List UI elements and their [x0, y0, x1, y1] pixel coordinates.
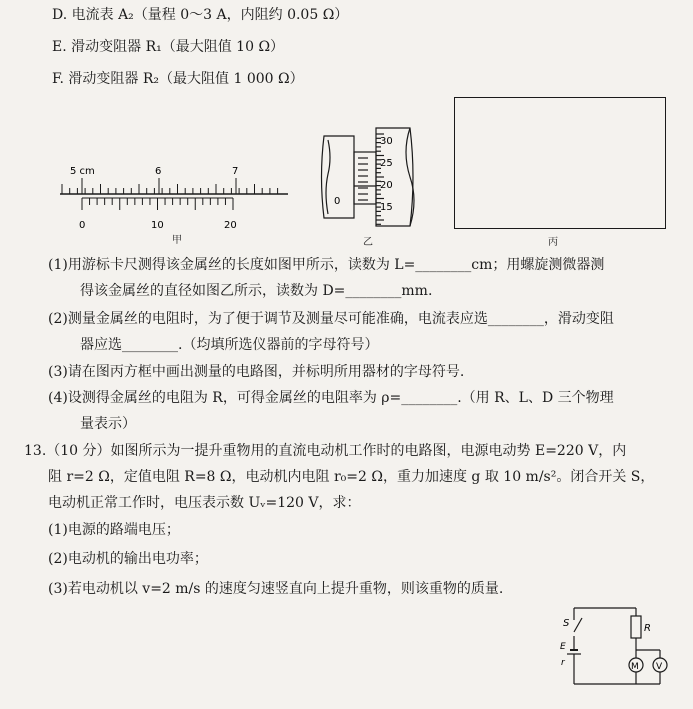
- main-label-5cm: 5 cm: [70, 166, 95, 177]
- thimble-label-25: 25: [380, 158, 393, 169]
- voltmeter-label: V: [656, 662, 663, 672]
- option-e: E. 滑动变阻器 R₁（最大阻值 10 Ω）: [52, 39, 285, 55]
- option-f: F. 滑动变阻器 R₂（最大阻值 1 000 Ω）: [52, 71, 304, 87]
- q12-line-1: (1)用游标卡尺测得该金属丝的长度如图甲所示，读数为 L=________cm；用螺旋测微器测: [48, 257, 605, 273]
- main-label-6: 6: [155, 166, 162, 177]
- resistor-label: R: [644, 623, 651, 634]
- main-label-7: 7: [232, 166, 239, 177]
- source-label: E: [560, 642, 566, 652]
- q13-part-1: (1)电源的路端电压；: [48, 522, 180, 538]
- q13-part-3: (3)若电动机以 v=2 m/s 的速度匀速竖直向上提升重物，则该重物的质量.: [48, 581, 504, 597]
- caption-bing: 丙: [548, 237, 558, 248]
- sleeve-label-0: 0: [334, 196, 341, 207]
- circuit-drawing-box[interactable]: [454, 97, 666, 229]
- internal-resistance-label: r: [561, 658, 565, 668]
- thimble-label-20: 20: [380, 180, 393, 191]
- q13-line-1: 13.（10 分）如图所示为一提升重物用的直流电动机工作时的电路图，电源电动势 E=220 V，内: [24, 443, 627, 459]
- motor-circuit-diagram: [560, 602, 688, 694]
- switch-blade: [574, 618, 582, 632]
- switch-label: S: [563, 618, 570, 629]
- q12-line-5: (3)请在图丙方框中画出测量的电路图，并标明所用器材的字母符号.: [48, 364, 465, 380]
- caption-yi: 乙: [363, 237, 373, 248]
- q12-line-7: 量表示）: [80, 416, 136, 432]
- q13-line-2: 阻 r=2 Ω，定值电阻 R=8 Ω，电动机内电阻 r₀=2 Ω，重力加速度 g 取 10 m/s²。闭合开关 S，: [48, 469, 655, 485]
- q12-line-3: (2)测量金属丝的电阻时，为了便于调节及测量尽可能准确，电流表应选________，滑动变阻: [48, 311, 614, 327]
- q13-part-2: (2)电动机的输出电功率；: [48, 551, 208, 567]
- q12-line-2: 得该金属丝的直径如图乙所示，读数为 D=________mm.: [80, 283, 433, 299]
- q12-line-4: 器应选________.（均填所选仪器前的字母符号）: [80, 337, 379, 353]
- q13-line-3: 电动机正常工作时，电压表示数 Uᵥ=120 V，求：: [48, 495, 361, 511]
- motor-label: M: [631, 662, 639, 672]
- micrometer-figure: [318, 122, 428, 234]
- option-d: D. 电流表 A₂（量程 0～3 A，内阻约 0.05 Ω）: [52, 7, 349, 23]
- vernier-label-0: 0: [79, 220, 86, 231]
- q12-line-6: (4)设测得金属丝的电阻为 R，可得金属丝的电阻率为 ρ=________.（用 R、L、D 三个物理: [48, 390, 614, 406]
- vernier-label-10: 10: [151, 220, 164, 231]
- thimble-label-15: 15: [380, 202, 393, 213]
- thimble-label-30: 30: [380, 136, 393, 147]
- caption-jia: 甲: [172, 235, 182, 246]
- vernier-label-20: 20: [224, 220, 237, 231]
